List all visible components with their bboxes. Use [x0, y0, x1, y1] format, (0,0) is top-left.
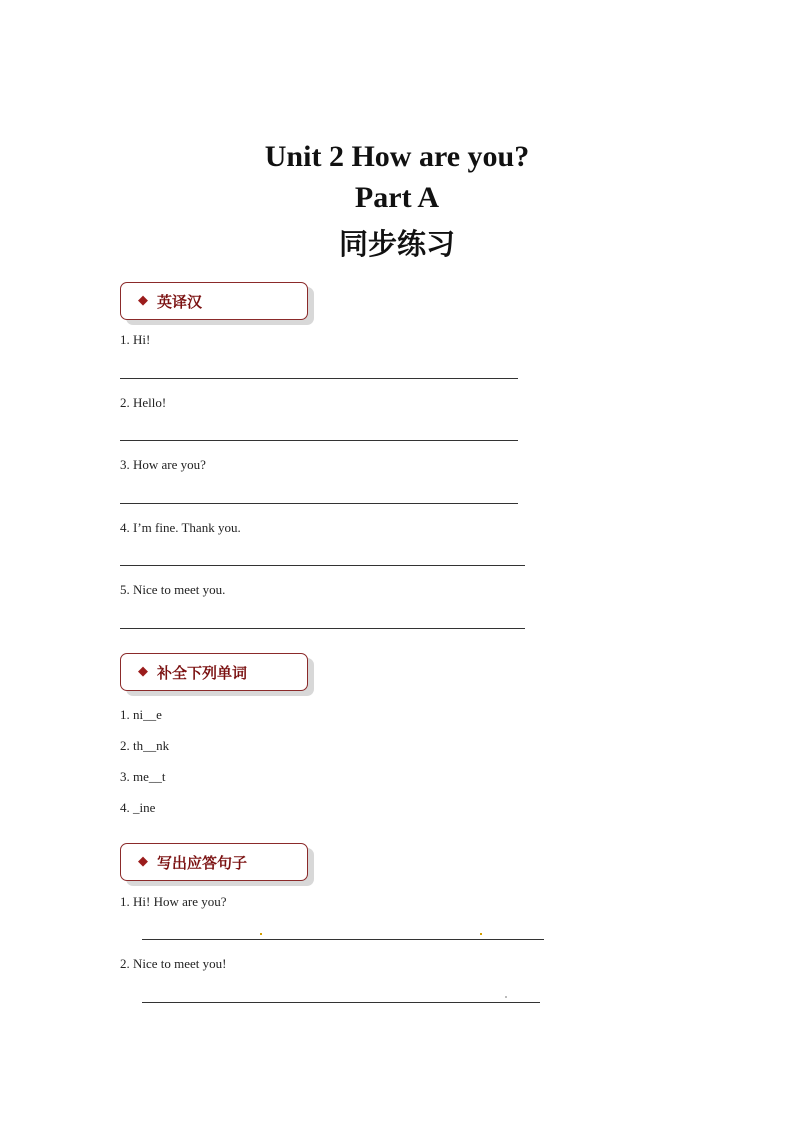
word-item: 1. ni__e	[120, 707, 162, 722]
section-heading-complete-words	[120, 653, 308, 691]
question-item: 2. Hello!	[120, 395, 167, 410]
word-item: 4. _ine	[120, 800, 156, 815]
diamond-icon: ◆	[138, 664, 148, 679]
section-heading-responses	[120, 843, 308, 881]
section-heading-label: 补全下列单词	[157, 664, 248, 682]
question-item: 2. Nice to meet you!	[120, 956, 227, 971]
mark-dot	[480, 933, 482, 935]
answer-line[interactable]	[120, 440, 518, 441]
diamond-icon: ◆	[138, 293, 148, 308]
section-heading-label: 写出应答句子	[157, 854, 248, 872]
answer-line[interactable]	[120, 628, 525, 629]
title-part: Part A	[354, 181, 440, 214]
answer-line[interactable]	[142, 1002, 540, 1003]
section-heading-label: 英译汉	[157, 293, 203, 311]
question-item: 4. I’m fine. Thank you.	[120, 520, 241, 535]
mark-dot	[505, 996, 507, 998]
title-practice: 同步练习	[338, 227, 455, 261]
mark-dot	[260, 933, 262, 935]
question-item: 5. Nice to meet you.	[120, 582, 226, 597]
section-heading-translate	[120, 282, 308, 320]
word-item: 2. th__nk	[120, 738, 170, 753]
answer-line[interactable]	[120, 503, 518, 504]
question-item: 1. Hi!	[120, 332, 151, 347]
answer-line[interactable]	[120, 378, 518, 379]
answer-line[interactable]	[120, 565, 525, 566]
diamond-icon: ◆	[138, 854, 148, 869]
title-unit: Unit 2 How are you?	[264, 140, 530, 173]
question-item: 3. How are you?	[120, 457, 206, 472]
word-item: 3. me__t	[120, 769, 166, 784]
answer-line[interactable]	[142, 939, 544, 940]
question-item: 1. Hi! How are you?	[120, 894, 227, 909]
